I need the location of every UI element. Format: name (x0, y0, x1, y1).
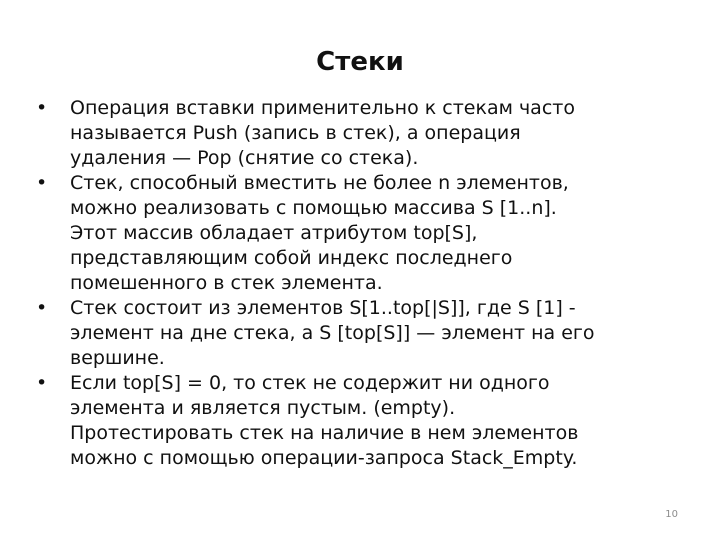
bullet-dot-icon: • (36, 372, 48, 394)
bullet-item (36, 296, 672, 371)
bullet-line: Если top[S] = 0, то стек не содержит ни одного (70, 372, 550, 394)
bullet-line: Стек, способный вместить не более n элементов, (70, 172, 569, 194)
bullet-dot-icon: • (36, 297, 48, 319)
bullet-line: Этот массив обладает атрибутом top[S], (70, 222, 478, 244)
bullet-line: элемента и является пустым. (empty). (70, 397, 456, 419)
bullet-line: Стек состоит из элементов S[1..top[|S]], где S [1] - (70, 297, 576, 319)
bullet-line: представляющим собой индекс последнего (70, 247, 513, 269)
slide-number: 10 (665, 509, 678, 520)
bullet-line: можно с помощью операции-запроса Stack_Empty. (70, 447, 578, 469)
bullet-dot-icon: • (36, 97, 48, 119)
bullet-list (36, 96, 672, 471)
bullet-dot-icon: • (36, 172, 48, 194)
bullet-item (36, 171, 672, 296)
bullet-line: помешенного в стек элемента. (70, 272, 383, 294)
bullet-line: Протестировать стек на наличие в нем элементов (70, 422, 579, 444)
bullet-line: можно реализовать с помощью массива S [1..n]. (70, 197, 557, 219)
slide-title: Стеки (316, 47, 404, 77)
bullet-line: вершине. (70, 347, 165, 369)
bullet-line: Операция вставки применительно к стекам часто (70, 97, 575, 119)
bullet-item (36, 96, 672, 171)
bullet-line: называется Push (запись в стек), а операция (70, 122, 521, 144)
bullet-item (36, 371, 672, 471)
bullet-line: элемент на дне стека, а S [top[S]] — элемент на его (70, 322, 595, 344)
bullet-line: удаления — Pop (снятие со стека). (70, 147, 419, 169)
